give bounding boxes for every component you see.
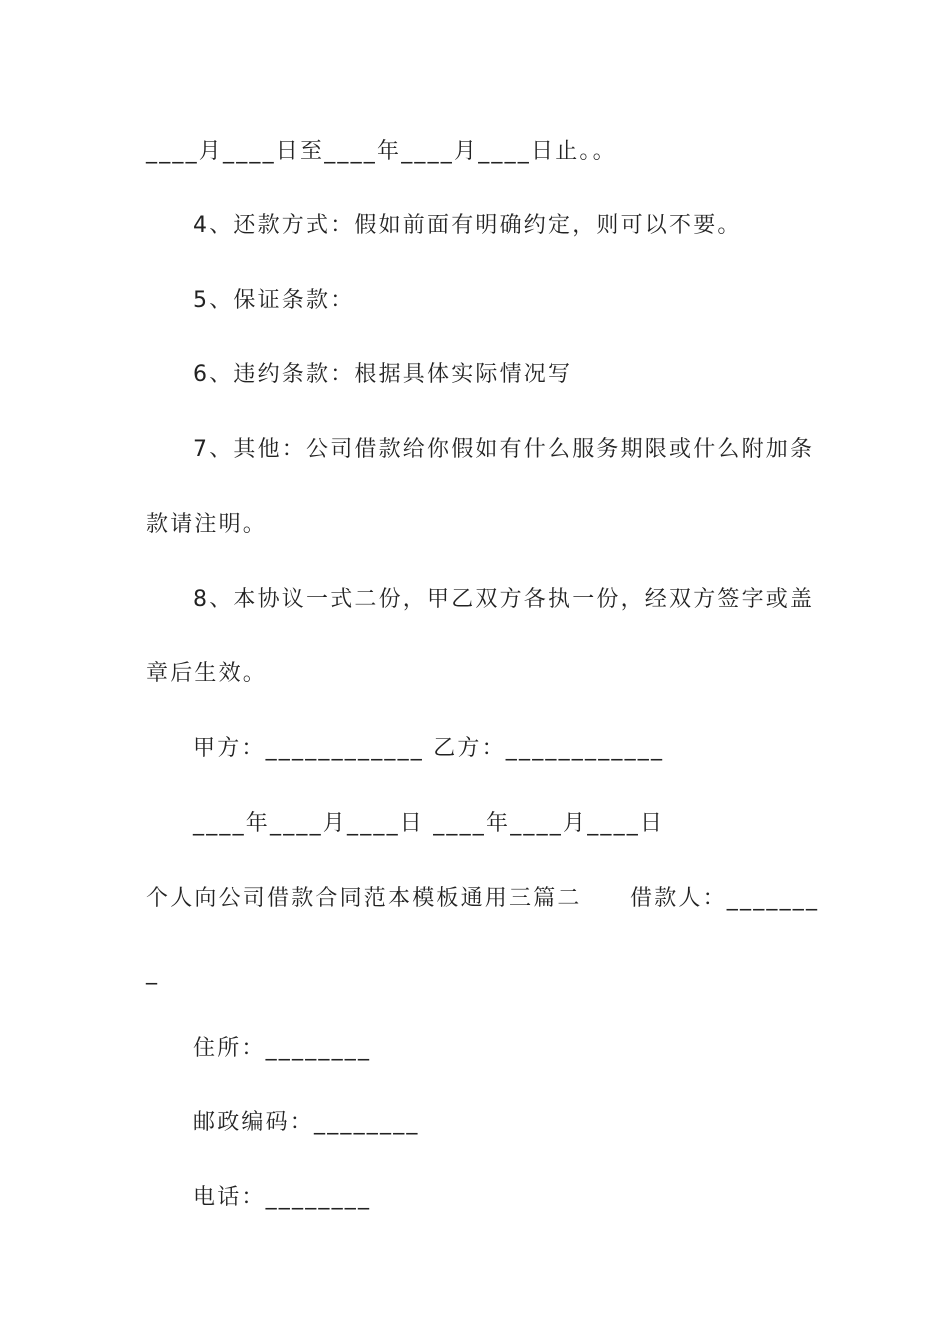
clause-5-guarantee: 5、保证条款： <box>193 288 355 313</box>
clause-7-other: 7、其他：公司借款给你假如有什么服务期限或什么附加条 <box>193 437 815 462</box>
clause-6-breach: 6、违约条款：根据具体实际情况写 <box>193 362 573 387</box>
clause-7-other-cont: 款请注明。 <box>146 512 268 537</box>
phone-field: 电话：________ <box>193 1185 372 1210</box>
postal-code-field: 邮政编码：________ <box>193 1110 420 1135</box>
loan-period-line: ____月____日至____年____月____日止。。 <box>146 139 617 164</box>
borrower-underline-cont: _ <box>146 960 160 985</box>
address-field: 住所：________ <box>193 1036 372 1061</box>
clause-8-copies-cont: 章后生效。 <box>146 661 268 686</box>
party-signature-line: 甲方：____________ 乙方：____________ <box>193 736 665 761</box>
section-title-borrower: 个人向公司借款合同范本模板通用三篇二 借款人：_______ <box>146 886 820 911</box>
clause-8-copies: 8、本协议一式二份，甲乙双方各执一份，经双方签字或盖 <box>193 587 815 612</box>
clause-4-repayment: 4、还款方式：假如前面有明确约定，则可以不要。 <box>193 213 742 238</box>
signature-date-line: ____年____月____日 ____年____月____日 <box>193 811 665 836</box>
